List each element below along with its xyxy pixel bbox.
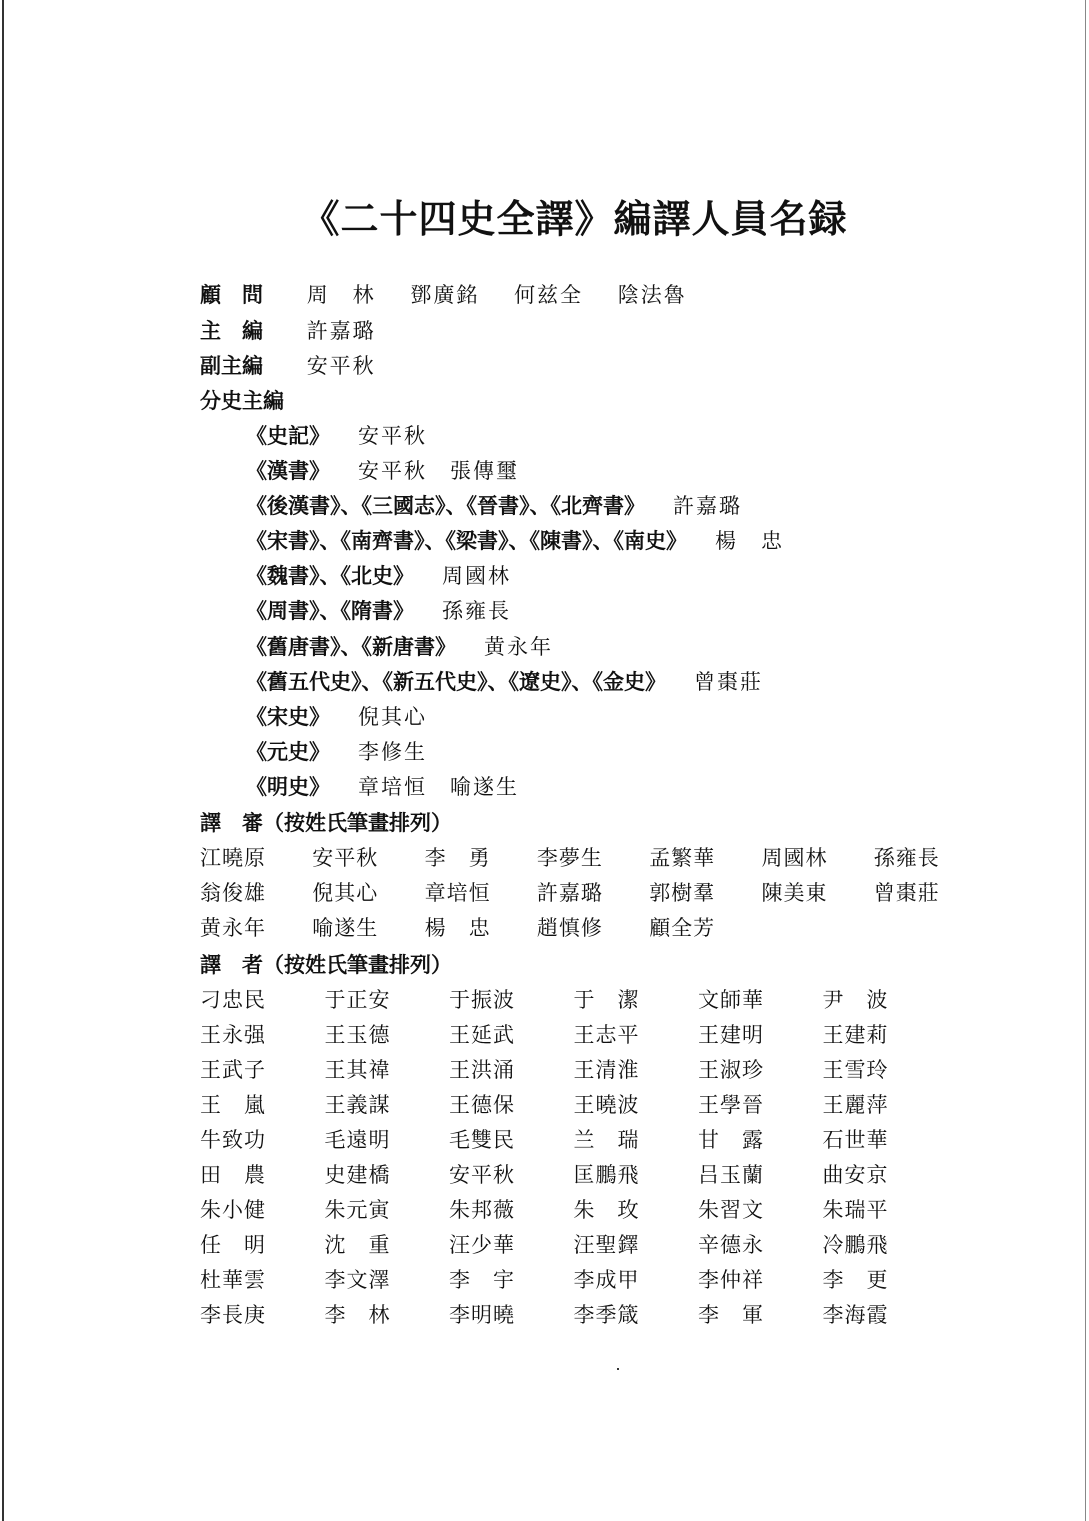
person-name: 杜華雲 — [200, 1268, 266, 1292]
person-name: 朱 玫 — [573, 1198, 640, 1222]
person-name: 曲安京 — [822, 1163, 889, 1187]
advisor-name: 陰法魯 — [617, 283, 687, 307]
person-name: 郭樹羣 — [649, 881, 716, 905]
branch-line — [246, 524, 784, 559]
person-name: 李成甲 — [573, 1268, 640, 1292]
page-title: 《二十四史全譯》編譯人員名録 — [301, 197, 848, 241]
person-name: 田 農 — [200, 1163, 266, 1187]
deputy-line — [200, 349, 402, 384]
branch-line — [246, 559, 511, 594]
branch-books: 《漢書》 — [246, 459, 330, 483]
person-name: 翁俊雄 — [200, 881, 266, 905]
person-name: 許嘉璐 — [536, 881, 603, 905]
person-name: 兰 瑞 — [573, 1128, 640, 1152]
person-name: 喻遂生 — [312, 916, 379, 940]
advisor-name: 周 林 — [306, 283, 376, 307]
advisors-label: 顧 問 — [200, 283, 263, 307]
branch-books: 《元史》 — [246, 740, 330, 764]
person-name: 王武子 — [200, 1058, 266, 1082]
person-name: 李明曉 — [449, 1303, 515, 1327]
branch-editors: 安平秋 張傳璽 — [358, 459, 519, 483]
person-name: 汪少華 — [449, 1233, 515, 1257]
person-name: 孟繁華 — [649, 846, 716, 870]
person-name: 朱邦薇 — [449, 1198, 515, 1222]
branch-books: 《魏書》、《北史》 — [246, 564, 414, 588]
branch-books: 《宋史》 — [246, 705, 330, 729]
person-name: 甘 露 — [698, 1128, 764, 1152]
person-name: 黄永年 — [200, 916, 266, 940]
person-name: 王其禕 — [324, 1058, 391, 1082]
branch-editors: 孫雍長 — [442, 599, 511, 623]
person-name: 王玉德 — [324, 1023, 391, 1047]
person-name: 辛德永 — [698, 1233, 764, 1257]
branch-books: 《舊唐書》、《新唐書》 — [246, 635, 456, 659]
person-name: 冷鵬飛 — [822, 1233, 889, 1257]
person-name: 李海霞 — [822, 1303, 889, 1327]
person-name: 曾棗莊 — [873, 881, 940, 905]
branch-editors: 楊 忠 — [715, 529, 784, 553]
person-name: 李 更 — [822, 1268, 889, 1292]
person-name: 毛遠明 — [324, 1128, 391, 1152]
advisor-name: 何兹全 — [514, 283, 584, 307]
person-name: 王建莉 — [822, 1023, 889, 1047]
deputy-name: 安平秋 — [306, 354, 376, 378]
branch-books: 《史記》 — [246, 424, 330, 448]
person-name: 王學晉 — [698, 1093, 764, 1117]
person-name: 朱元寅 — [324, 1198, 391, 1222]
person-name: 汪聖鐸 — [573, 1233, 640, 1257]
person-name: 于振波 — [449, 988, 515, 1012]
branch-line — [246, 594, 511, 629]
page-speck — [617, 1368, 619, 1370]
person-name: 王建明 — [698, 1023, 764, 1047]
branch-editors: 倪其心 — [358, 705, 427, 729]
person-name: 周國林 — [761, 846, 828, 870]
person-name: 王淑珍 — [698, 1058, 764, 1082]
person-name: 顧全芳 — [649, 916, 716, 940]
person-name: 孫雍長 — [873, 846, 940, 870]
advisors-line — [200, 278, 713, 313]
branch-books: 《後漢書》、《三國志》、《晉書》、《北齊書》 — [246, 494, 645, 518]
person-name: 尹 波 — [822, 988, 889, 1012]
editor-line — [200, 314, 402, 349]
branch-editors: 安平秋 — [358, 424, 427, 448]
person-name: 李長庚 — [200, 1303, 266, 1327]
person-name: 楊 忠 — [424, 916, 491, 940]
person-name: 李 勇 — [424, 846, 491, 870]
person-name: 王雪玲 — [822, 1058, 889, 1082]
person-name: 任 明 — [200, 1233, 266, 1257]
person-name: 史建橋 — [324, 1163, 391, 1187]
translators-heading: 譯 者（按姓氏筆畫排列） — [200, 953, 452, 977]
person-name: 石世華 — [822, 1128, 889, 1152]
person-name: 王 嵐 — [200, 1093, 266, 1117]
person-name: 吕玉蘭 — [698, 1163, 764, 1187]
branch-heading: 分史主編 — [200, 389, 284, 413]
branch-books: 《明史》 — [246, 775, 330, 799]
branch-heading-line — [200, 384, 284, 419]
branch-editors: 曾棗莊 — [694, 670, 763, 694]
branch-line — [246, 630, 553, 665]
branch-books: 《周書》、《隋書》 — [246, 599, 414, 623]
person-name: 王義謀 — [324, 1093, 391, 1117]
branch-editors: 李修生 — [358, 740, 427, 764]
branch-editors: 黄永年 — [484, 635, 553, 659]
person-name: 安平秋 — [312, 846, 379, 870]
person-name: 李 林 — [324, 1303, 391, 1327]
branch-line — [246, 665, 763, 700]
person-name: 王清淮 — [573, 1058, 640, 1082]
deputy-label: 副主編 — [200, 354, 263, 378]
translators-heading-line — [200, 948, 452, 983]
branch-books: 《宋書》、《南齊書》、《梁書》、《陳書》、《南史》 — [246, 529, 687, 553]
person-name: 朱小健 — [200, 1198, 266, 1222]
person-name: 于 潔 — [573, 988, 640, 1012]
person-name: 章培恒 — [424, 881, 491, 905]
person-name: 李 軍 — [698, 1303, 764, 1327]
person-name: 江曉原 — [200, 846, 266, 870]
person-name: 沈 重 — [324, 1233, 391, 1257]
branch-books: 《舊五代史》、《新五代史》、《遼史》、《金史》 — [246, 670, 666, 694]
branch-line — [246, 700, 427, 735]
branch-editors: 章培恒 喻遂生 — [358, 775, 519, 799]
person-name: 王延武 — [449, 1023, 515, 1047]
person-name: 王洪涌 — [449, 1058, 515, 1082]
person-name: 王曉波 — [573, 1093, 640, 1117]
editor-label: 主 編 — [200, 319, 263, 343]
person-name: 王永强 — [200, 1023, 266, 1047]
person-name: 朱習文 — [698, 1198, 764, 1222]
person-name: 文師華 — [698, 988, 764, 1012]
branch-line — [246, 489, 742, 524]
reviewers-heading: 譯 審（按姓氏筆畫排列） — [200, 811, 452, 835]
person-name: 王德保 — [449, 1093, 515, 1117]
person-name: 趙慎修 — [536, 916, 603, 940]
person-name: 毛雙民 — [449, 1128, 515, 1152]
person-name: 陳美東 — [761, 881, 828, 905]
person-name: 李 宇 — [449, 1268, 515, 1292]
person-name: 倪其心 — [312, 881, 379, 905]
person-name: 于正安 — [324, 988, 391, 1012]
advisor-name: 鄧廣銘 — [410, 283, 480, 307]
person-name: 朱瑞平 — [822, 1198, 889, 1222]
branch-line — [246, 454, 519, 489]
person-name: 王麗萍 — [822, 1093, 889, 1117]
person-name: 李文澤 — [324, 1268, 391, 1292]
person-name: 李夢生 — [536, 846, 603, 870]
branch-editors: 許嘉璐 — [673, 494, 742, 518]
person-name: 安平秋 — [449, 1163, 515, 1187]
branch-line — [246, 735, 427, 770]
reviewers-heading-line — [200, 806, 452, 841]
branch-line — [246, 419, 427, 454]
branch-editors: 周國林 — [442, 564, 511, 588]
person-name: 刁忠民 — [200, 988, 266, 1012]
person-name: 王志平 — [573, 1023, 640, 1047]
person-name: 牛致功 — [200, 1128, 266, 1152]
branch-line — [246, 770, 519, 805]
person-name: 匡鵬飛 — [573, 1163, 640, 1187]
person-name: 李仲祥 — [698, 1268, 764, 1292]
editor-name: 許嘉璐 — [306, 319, 376, 343]
person-name: 李季箴 — [573, 1303, 640, 1327]
